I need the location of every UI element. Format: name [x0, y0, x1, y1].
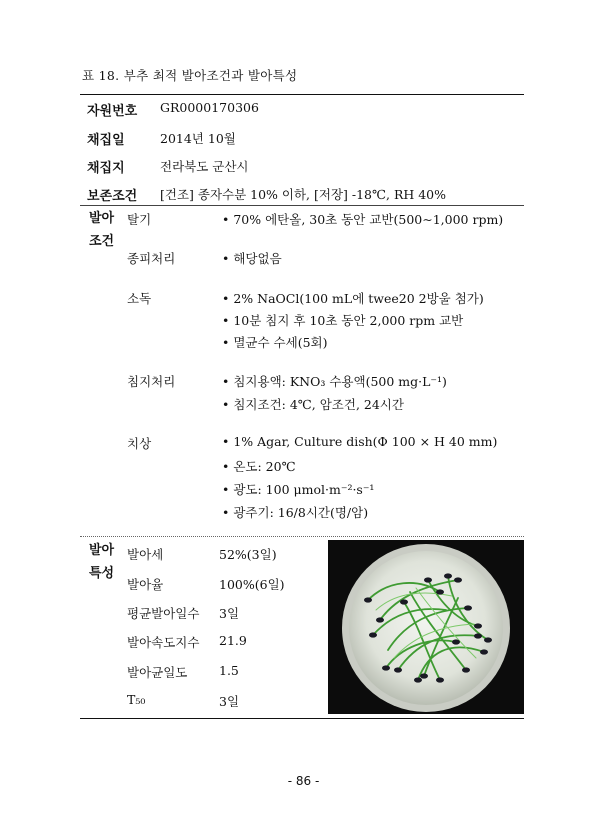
condition-item: • 1% Agar, Culture dish(Φ 100 × H 40 mm) [222, 434, 498, 449]
characteristic-label: 발아율 [127, 577, 164, 592]
table-bottom-rule [80, 718, 524, 719]
characteristic-value: 3일 [219, 606, 240, 621]
conditions-title-line2: 조건 [89, 234, 115, 249]
characteristic-value: 52%(3일) [219, 547, 277, 562]
characteristic-value: 100%(6일) [219, 577, 285, 592]
section-divider [80, 205, 524, 206]
conditions-title-line1: 발아 [89, 211, 115, 226]
condition-label-degassing: 탈기 [127, 212, 152, 227]
condition-label-soaking: 침지처리 [127, 374, 176, 389]
characteristic-value: 1.5 [219, 663, 239, 678]
characteristic-label: 발아균일도 [127, 665, 188, 680]
page-number: - 86 - [287, 774, 320, 788]
condition-label-seedcoat: 종피처리 [127, 251, 176, 266]
info-value: GR0000170306 [160, 100, 259, 115]
characteristics-section-title [89, 539, 119, 585]
condition-item: • 70% 에탄올, 30초 동안 교반(500∼1,000 rpm) [222, 212, 504, 227]
condition-label-disinfection: 소독 [127, 291, 152, 306]
info-label: 채집일 [87, 133, 125, 148]
condition-item: • 광주기: 16/8시간(명/암) [222, 505, 369, 520]
condition-item: • 광도: 100 μmol·m⁻²·s⁻¹ [222, 482, 375, 497]
characteristics-title-line2: 특성 [89, 566, 115, 581]
condition-item: • 침지조건: 4℃, 암조건, 24시간 [222, 397, 404, 412]
info-label: 자원번호 [87, 104, 138, 119]
table-top-rule [80, 94, 524, 95]
condition-label-plating: 치상 [127, 436, 152, 451]
characteristic-label: 평균발아일수 [127, 606, 200, 621]
condition-item: • 멸균수 수세(5회) [222, 335, 328, 350]
condition-item: • 10분 침지 후 10초 동안 2,000 rpm 교반 [222, 313, 464, 328]
characteristic-label: T₅₀ [127, 692, 146, 707]
conditions-section-title [89, 207, 119, 253]
characteristic-label: 발아속도지수 [127, 635, 200, 650]
info-value: 2014년 10월 [160, 131, 236, 146]
info-value: 전라북도 군산시 [160, 159, 249, 174]
characteristics-title-line1: 발아 [89, 543, 115, 558]
condition-item: • 해당없음 [222, 251, 282, 266]
info-label: 채집지 [87, 161, 125, 176]
characteristic-label: 발아세 [127, 547, 164, 562]
seedling-petri-dish-photo [328, 540, 524, 714]
section-divider-dotted [80, 536, 524, 537]
characteristic-value: 3일 [219, 694, 240, 709]
info-label: 보존조건 [87, 189, 138, 204]
info-value: [건조] 종자수분 10% 이하, [저장] -18℃, RH 40% [160, 187, 447, 202]
characteristic-value: 21.9 [219, 633, 247, 648]
condition-item: • 침지용액: KNO₃ 수용액(500 mg·L⁻¹) [222, 374, 447, 389]
petri-dish-image [328, 540, 524, 714]
table-caption: 표 18. 부추 최적 발아조건과 발아특성 [82, 68, 298, 83]
condition-item: • 온도: 20℃ [222, 459, 296, 474]
condition-item: • 2% NaOCl(100 mL에 twee20 2방울 첨가) [222, 291, 484, 306]
